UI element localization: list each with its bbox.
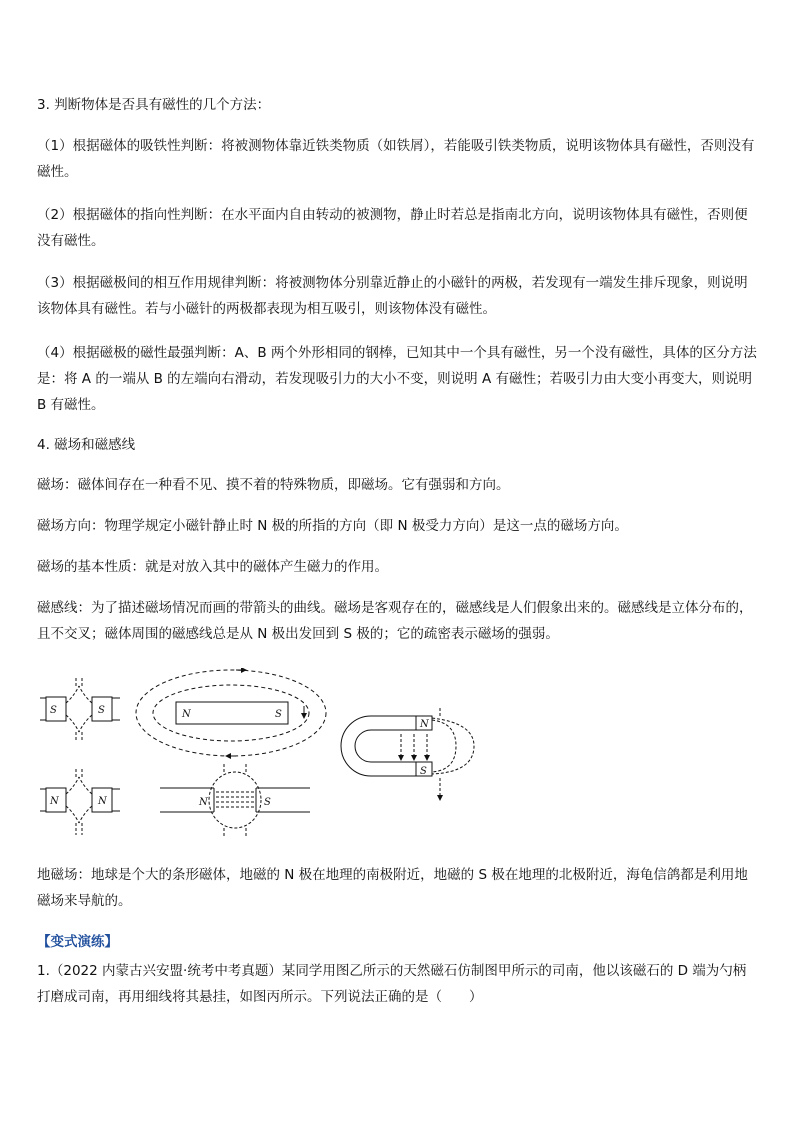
- bar-magnet-diagram: [136, 670, 326, 756]
- opposite-s-label: S: [264, 797, 271, 808]
- magnetic-field-lines-figure: [36, 668, 476, 844]
- pole-label: N: [98, 796, 107, 807]
- magnetic-field-definition: 磁场：磁体间存在一种看不见、摸不着的特殊物质，即磁场。它有强弱和方向。: [37, 477, 510, 493]
- method-4: （4）根据磁极的磁性最强判断：A、B 两个外形相同的钢棒，已知其中一个具有磁性，另一个没有磁性，具体的区分方法是：将 A 的一端从 B 的左端向右滑动，若发现吸引力的大小不变，则说明 A 有磁性；若吸引力由大变小再变大，则说明 B 有磁性。: [37, 345, 757, 413]
- field-direction: 磁场方向：物理学规定小磁针静止时 N 极的所指的方向（即 N 极受力方向）是这一点的磁场方向。: [37, 518, 628, 534]
- method-2: （2）根据磁体的指向性判断：在水平面内自由转动的被测物，静止时若总是指南北方向，说明该物体具有磁性，否则便没有磁性。: [37, 207, 748, 249]
- section3-heading: 3. 判断物体是否具有磁性的几个方法：: [37, 97, 271, 113]
- practice-section-tag: 【变式演练】: [37, 934, 118, 950]
- pole-label: S: [50, 705, 57, 716]
- u-magnet-diagram: [341, 708, 474, 798]
- section4-heading: 4. 磁场和磁感线: [37, 437, 136, 453]
- u-s-label: S: [420, 766, 427, 777]
- earth-magnetic-field: 地磁场：地球是个大的条形磁体，地磁的 N 极在地理的南极附近，地磁的 S 极在地理的北极附近，海龟信鸽都是利用地磁场来导航的。: [37, 867, 748, 909]
- method-3: （3）根据磁极间的相互作用规律判断：将被测物体分别靠近静止的小磁针的两极，若发现有一端发生排斥现象，则说明该物体具有磁性。若与小磁针的两极都表现为相互吸引，则该物体没有磁性。: [37, 275, 748, 317]
- like-poles-nn-diagram: [40, 767, 120, 835]
- bar-n-label: N: [182, 709, 191, 720]
- bar-s-label: S: [275, 709, 282, 720]
- field-basic-property: 磁场的基本性质：就是对放入其中的磁体产生磁力的作用。: [37, 559, 388, 575]
- pole-label: N: [50, 796, 59, 807]
- opposite-n-label: N: [199, 797, 208, 808]
- opposite-poles-diagram: [160, 764, 310, 838]
- like-poles-ss-diagram: [40, 676, 120, 742]
- practice-question-1: 1.（2022 内蒙古兴安盟·统考中考真题）某同学用图乙所示的天然磁石仿制图甲所示的司南，他以该磁石的 D 端为勺柄打磨成司南，再用细线将其悬挂，如图丙所示。下列说法正确的是（ ）: [37, 963, 747, 1005]
- field-lines-definition: 磁感线：为了描述磁场情况而画的带箭头的曲线。磁场是客观存在的，磁感线是人们假象出来的。磁感线是立体分布的，且不交叉；磁体周围的磁感线总是从 N 极出发回到 S 极的；它的疏密表示磁场的强弱。: [37, 600, 753, 642]
- u-n-label: N: [420, 719, 429, 730]
- pole-label: S: [98, 705, 105, 716]
- method-1: （1）根据磁体的吸铁性判断：将被测物体靠近铁类物质（如铁屑），若能吸引铁类物质，说明该物体具有磁性，否则没有磁性。: [37, 138, 755, 180]
